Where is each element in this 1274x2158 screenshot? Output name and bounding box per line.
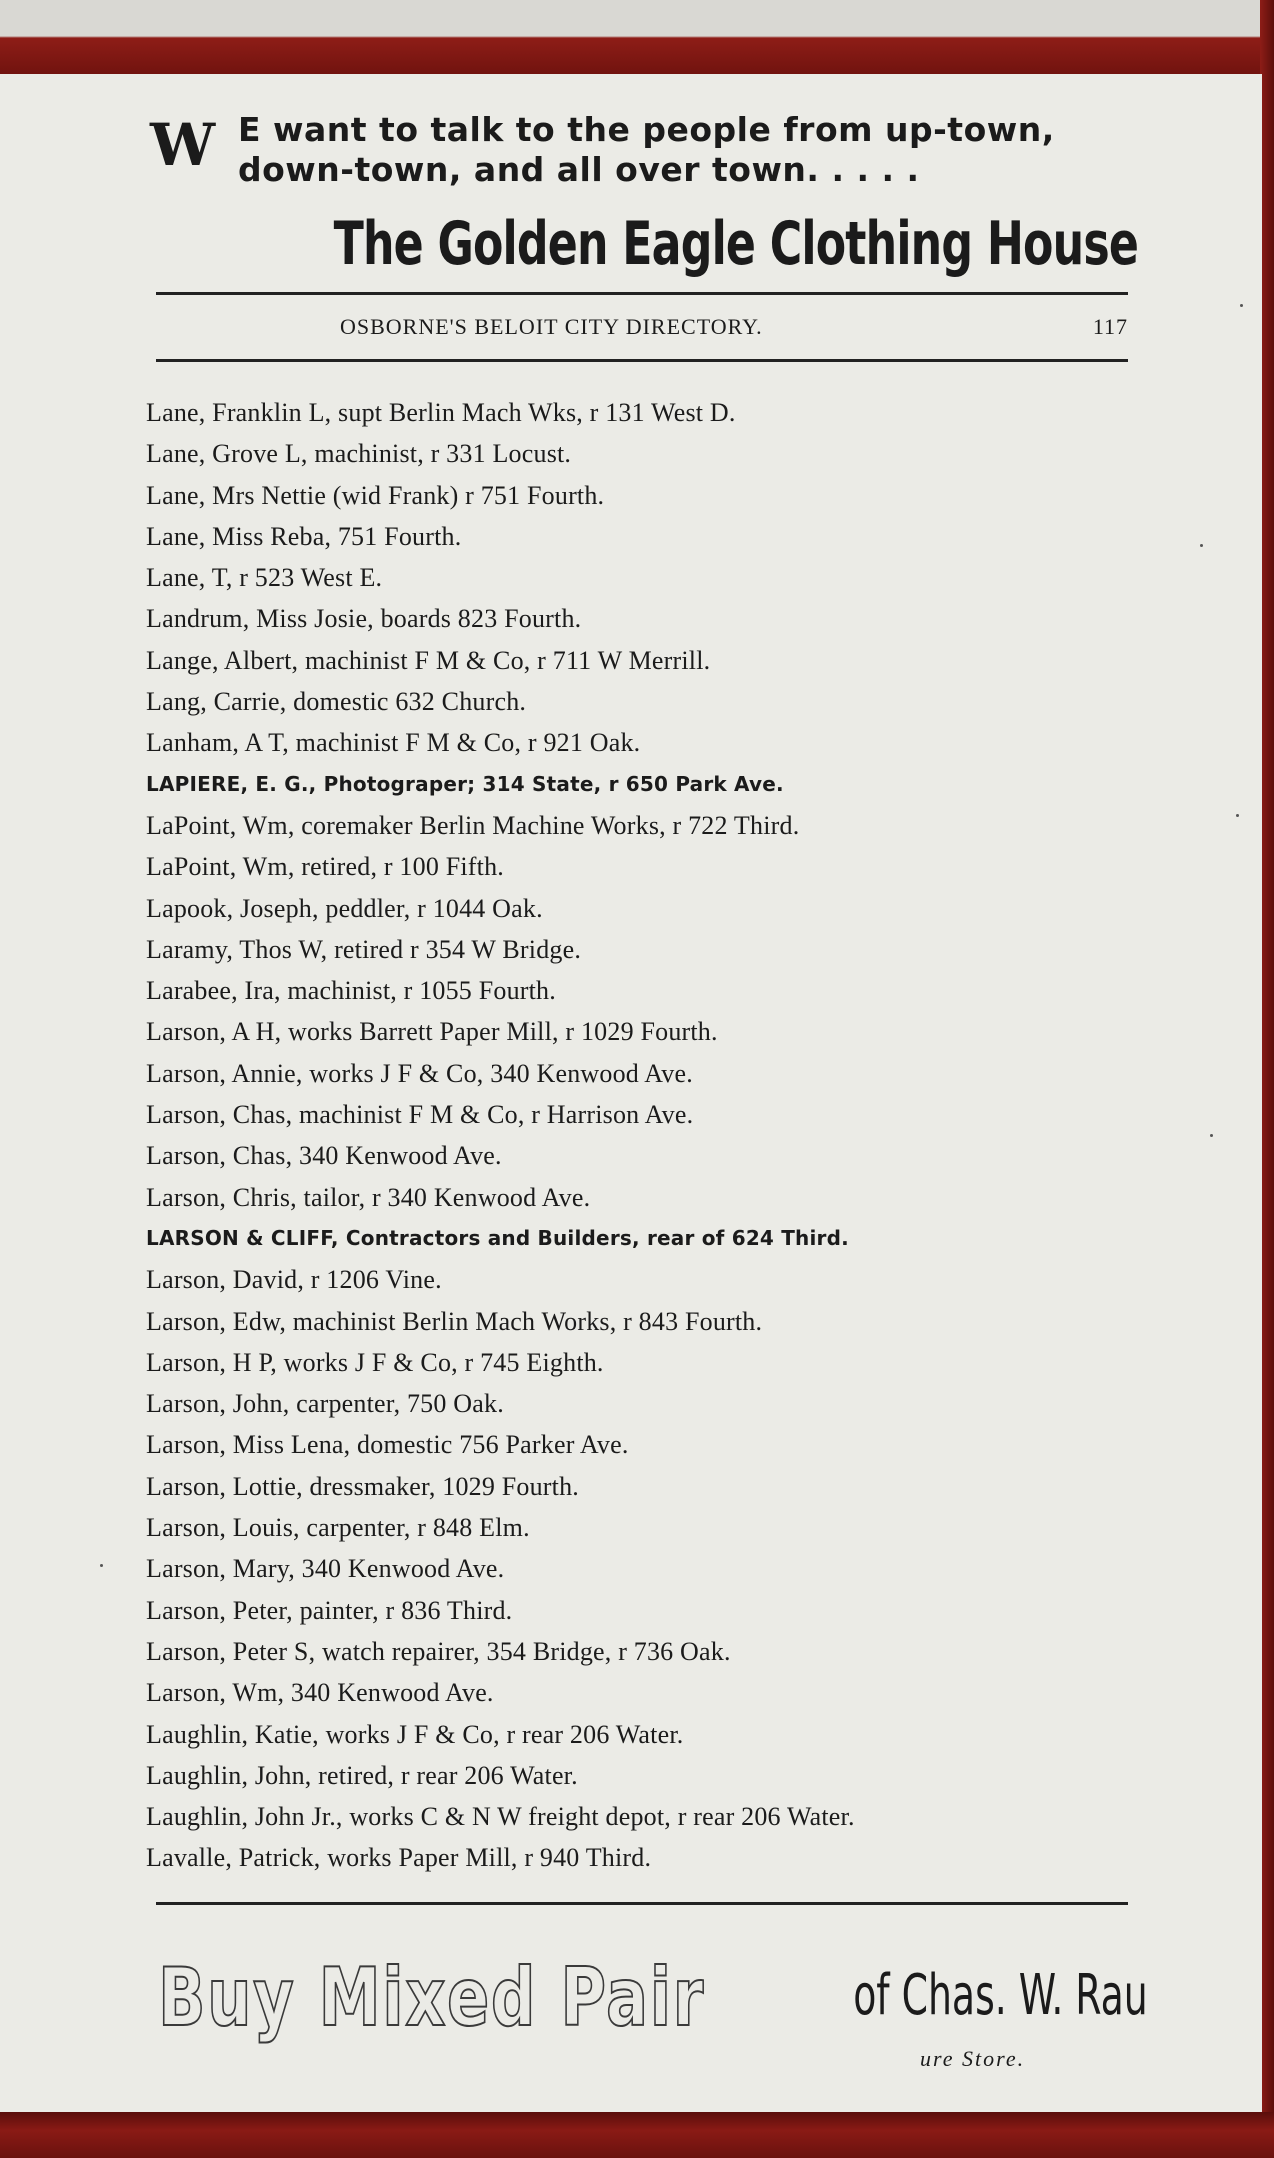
directory-entry: Larson, Louis, carpenter, r 848 Elm. xyxy=(146,1513,530,1543)
ad-line-2 xyxy=(148,150,1138,190)
directory-entry: Laughlin, John, retired, r rear 206 Water. xyxy=(146,1760,578,1790)
directory-entry-bold: LARSON & CLIFF, Contractors and Builders, rear of 624 Third. xyxy=(146,1225,849,1250)
directory-entry: Larson, Chas, 340 Kenwood Ave. xyxy=(146,1141,502,1171)
directory-entry: Larson, Miss Lena, domestic 756 Parker Ave. xyxy=(146,1430,629,1460)
page-number: 117 xyxy=(1092,314,1128,339)
directory-entry: Larson, H P, works J F & Co, r 745 Eighth. xyxy=(146,1347,604,1377)
ad-dropcap: W xyxy=(150,111,216,179)
book-frame-top xyxy=(0,0,1274,82)
ink-speck xyxy=(100,1564,103,1567)
directory-entry: Lavalle, Patrick, works Paper Mill, r 940 Third. xyxy=(146,1843,652,1873)
directory-entry: Lane, Grove L, machinist, r 331 Locust. xyxy=(146,439,572,469)
directory-entry: Lapook, Joseph, peddler, r 1044 Oak. xyxy=(146,893,543,923)
directory-entry: Lane, Mrs Nettie (wid Frank) r 751 Fourth. xyxy=(146,480,605,510)
footer-rule xyxy=(156,1902,1128,1905)
ad-big-text: Buy Mixed Pair xyxy=(158,1951,705,2044)
directory-entry: Lang, Carrie, domestic 632 Church. xyxy=(146,687,527,717)
top-advertisement xyxy=(148,110,1138,190)
ink-speck xyxy=(1210,1134,1213,1137)
ad-line-2-text: down-town, and all over town. . . . . xyxy=(238,150,920,189)
book-frame-bottom xyxy=(0,2112,1274,2158)
ad-store-text: ure Store. xyxy=(920,2046,1026,2071)
directory-entry: Laramy, Thos W, retired r 354 W Bridge. xyxy=(146,934,582,964)
directory-entry: Landrum, Miss Josie, boards 823 Fourth. xyxy=(146,604,582,634)
directory-entry: Larson, Mary, 340 Kenwood Ave. xyxy=(146,1554,505,1584)
ad-headline: The Golden Eagle Clothing House xyxy=(333,209,1138,279)
ad-line-1 xyxy=(148,110,1138,150)
directory-entry: Larson, Lottie, dressmaker, 1029 Fourth. xyxy=(146,1471,579,1501)
directory-entry: Lane, Miss Reba, 751 Fourth. xyxy=(146,521,462,551)
book-frame-right xyxy=(1260,0,1274,2158)
ink-speck xyxy=(1236,814,1239,817)
directory-entry: Larson, Chris, tailor, r 340 Kenwood Ave. xyxy=(146,1182,591,1212)
bottom-advertisement xyxy=(158,1948,1148,2071)
directory-entry-bold: LAPIERE, E. G., Photograper; 314 State, r 650 Park Ave. xyxy=(146,771,784,796)
directory-entry: Larson, David, r 1206 Vine. xyxy=(146,1265,442,1295)
ink-speck xyxy=(1240,304,1243,307)
ad-line-1-text: E want to talk to the people from up-town, xyxy=(238,110,1055,149)
directory-entries xyxy=(146,392,1146,1879)
directory-entry: Larson, Chas, machinist F M & Co, r Harrison Ave. xyxy=(146,1100,694,1130)
directory-entry: Larson, Annie, works J F & Co, 340 Kenwood Ave. xyxy=(146,1058,693,1088)
directory-entry: Laughlin, Katie, works J F & Co, r rear 206 Water. xyxy=(146,1719,684,1749)
directory-entry: Larson, John, carpenter, 750 Oak. xyxy=(146,1389,504,1419)
directory-entry: Larson, Wm, 340 Kenwood Ave. xyxy=(146,1678,494,1708)
ad-name-text: of Chas. W. Rau xyxy=(853,1963,1148,2028)
directory-entry: Larabee, Ira, machinist, r 1055 Fourth. xyxy=(146,976,556,1006)
directory-entry: Larson, Peter, painter, r 836 Third. xyxy=(146,1595,513,1625)
directory-title: OSBORNE'S BELOIT CITY DIRECTORY. xyxy=(340,314,763,339)
directory-entry: LaPoint, Wm, retired, r 100 Fifth. xyxy=(146,852,504,882)
header-rule-bottom xyxy=(156,359,1128,362)
directory-page xyxy=(0,74,1262,2114)
header-rule-top xyxy=(156,292,1128,295)
directory-entry: LaPoint, Wm, coremaker Berlin Machine Works, r 722 Third. xyxy=(146,810,800,840)
directory-entry: Lane, Franklin L, supt Berlin Mach Wks, r 131 West D. xyxy=(146,398,736,427)
directory-entry: Larson, Peter S, watch repairer, 354 Bridge, r 736 Oak. xyxy=(146,1636,731,1666)
directory-entry: Lanham, A T, machinist F M & Co, r 921 Oak. xyxy=(146,728,641,758)
directory-entry: Laughlin, John Jr., works C & N W freight depot, r rear 206 Water. xyxy=(146,1802,855,1832)
directory-entry: Larson, Edw, machinist Berlin Mach Works, r 843 Fourth. xyxy=(146,1306,763,1336)
directory-entry: Lange, Albert, machinist F M & Co, r 711 W Merrill. xyxy=(146,645,711,675)
ink-speck xyxy=(1200,544,1203,547)
directory-entry: Larson, A H, works Barrett Paper Mill, r 1029 Fourth. xyxy=(146,1017,718,1047)
directory-entry: Lane, T, r 523 West E. xyxy=(146,563,383,593)
